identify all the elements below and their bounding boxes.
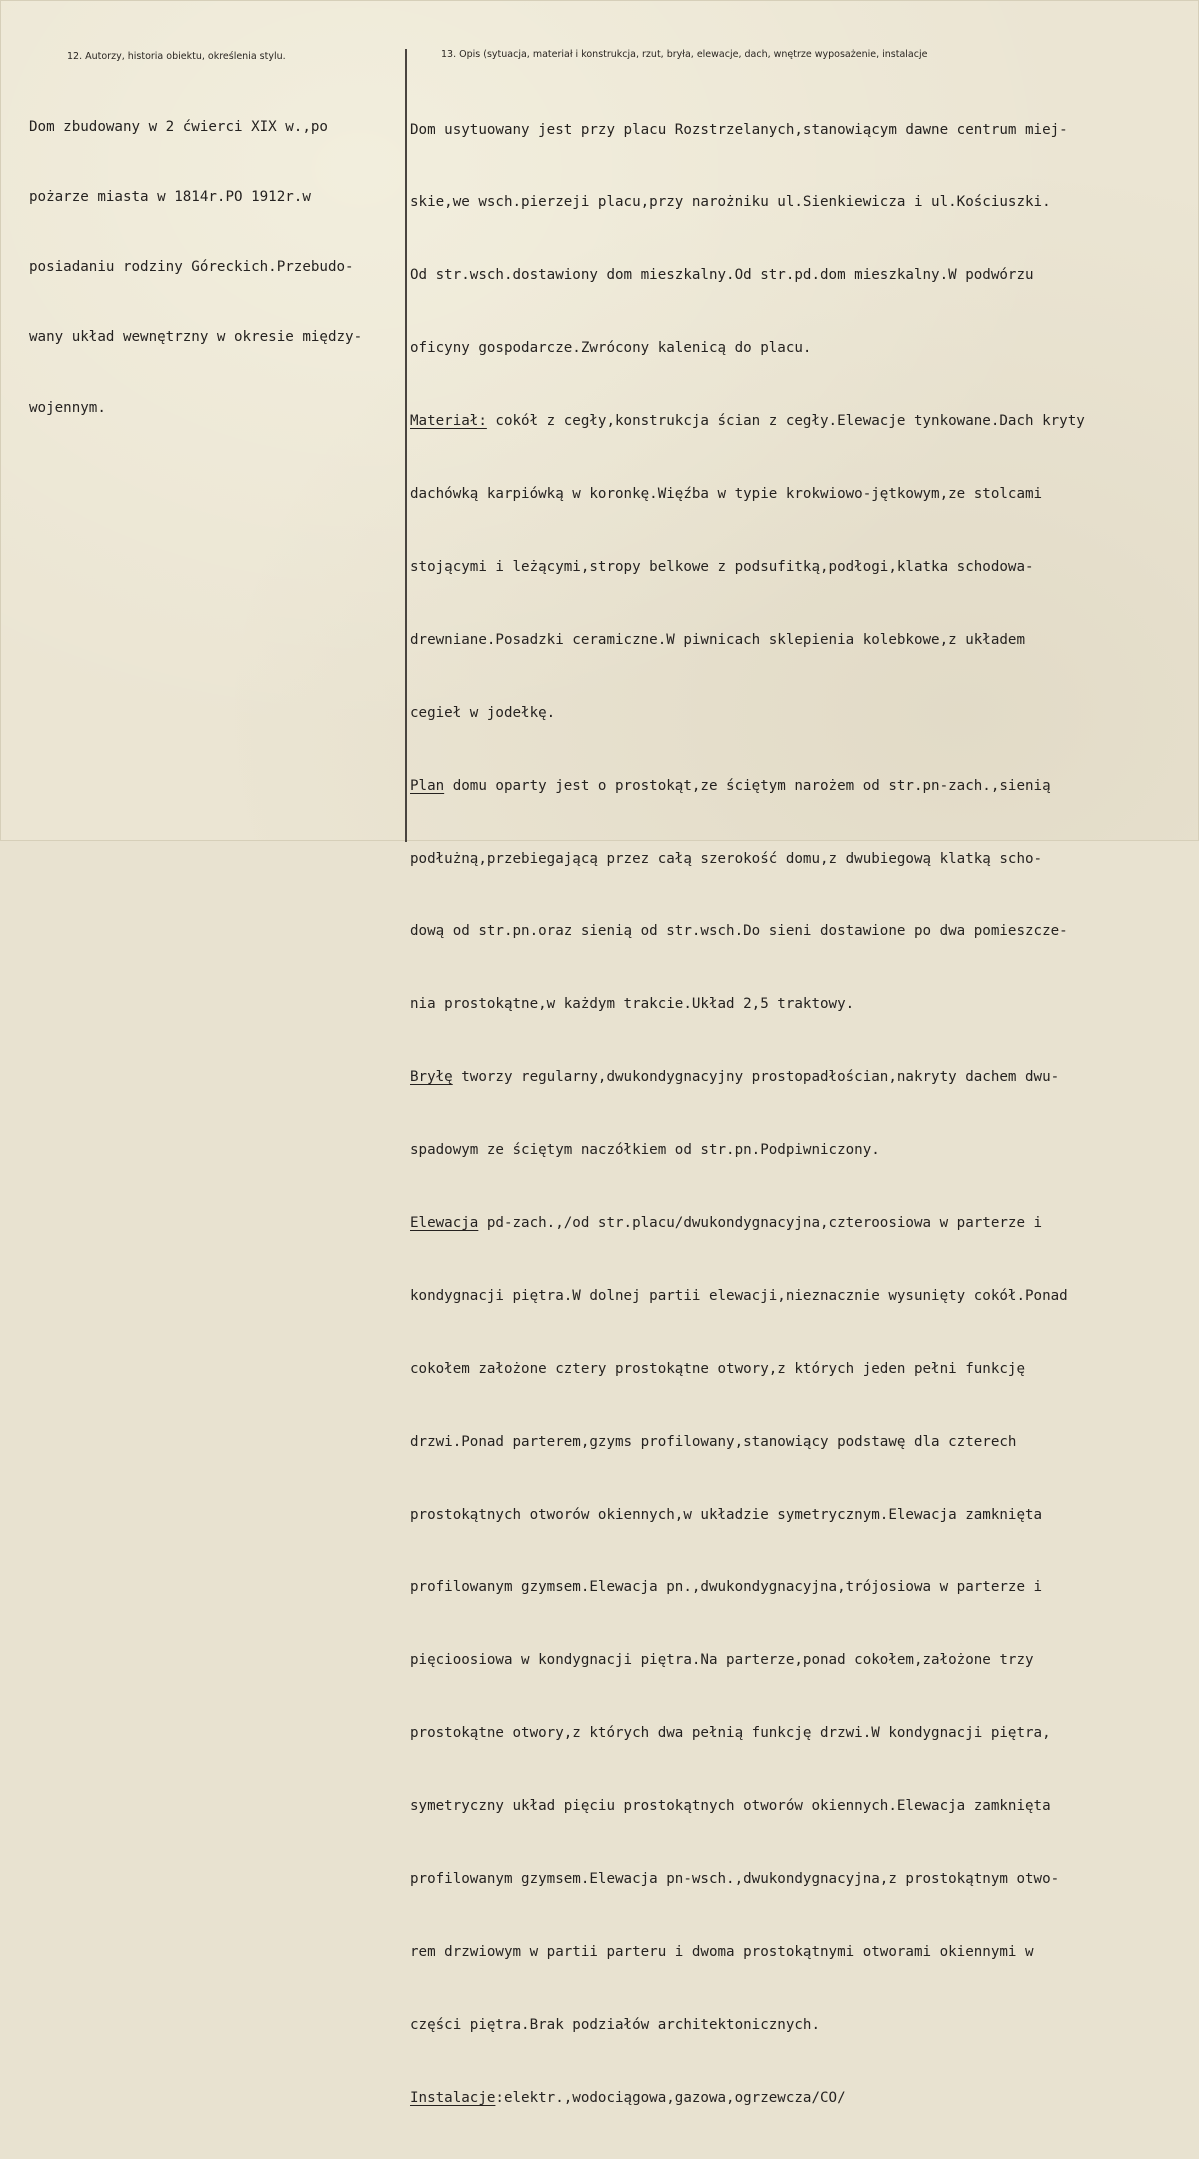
line-text: symetryczny układ pięciu prostokątnych otworów okiennych.Elewacja zamknięta bbox=[410, 1798, 1051, 1815]
description-line bbox=[410, 1575, 1085, 1599]
description-line bbox=[410, 774, 1085, 798]
line-text: domu oparty jest o prostokąt,ze ściętym narożem od str.pn-zach.,sienią bbox=[444, 777, 1051, 794]
description-line bbox=[410, 2086, 1085, 2110]
description-line bbox=[410, 1867, 1085, 1891]
section-12-heading: 12. Autorzy, historia obiektu, określenia stylu. bbox=[67, 51, 286, 62]
line-text: :elektr.,wodociągowa,gazowa,ogrzewcza/CO/ bbox=[495, 2089, 846, 2106]
line-text: prostokątne otwory,z których dwa pełnią funkcję drzwi.W kondygnacji piętra, bbox=[410, 1725, 1051, 1742]
column-divider bbox=[405, 49, 407, 842]
line-text: kondygnacji piętra.W dolnej partii elewacji,nieznacznie wysunięty cokół.Ponad bbox=[410, 1287, 1068, 1304]
line-text: profilowanym gzymsem.Elewacja pn.,dwukondygnacyjna,trójosiowa w parterze i bbox=[410, 1579, 1043, 1596]
line-text: Dom usytuowany jest przy placu Rozstrzelanych,stanowiącym dawne centrum miej- bbox=[410, 121, 1068, 138]
section-label: Instalacje bbox=[410, 2089, 496, 2106]
line-text: nia prostokątne,w każdym trakcie.Układ 2,5 traktowy. bbox=[410, 996, 855, 1013]
description-line bbox=[410, 1284, 1085, 1308]
description-line bbox=[410, 1430, 1085, 1454]
description-line bbox=[410, 701, 1085, 725]
history-line: Dom zbudowany w 2 ćwierci XIX w.,po bbox=[29, 118, 328, 135]
line-text: prostokątnych otworów okiennych,w układzie symetrycznym.Elewacja zamknięta bbox=[410, 1506, 1043, 1523]
line-text: podłużną,przebiegającą przez całą szerokość domu,z dwubiegową klatką scho- bbox=[410, 850, 1043, 867]
description-line bbox=[410, 555, 1085, 579]
description-line bbox=[410, 1503, 1085, 1527]
line-text: rem drzwiowym w partii parteru i dwoma prostokątnymi otworami okiennymi w bbox=[410, 1943, 1034, 1960]
section-13-heading: 13. Opis (sytuacja, materiał i konstrukcja, rzut, bryła, elewacje, dach, wnętrze wyposażenie, instalacje bbox=[441, 49, 928, 60]
line-text: stojącymi i leżącymi,stropy belkowe z podsufitką,podłogi,klatka schodowa- bbox=[410, 558, 1034, 575]
description-line bbox=[410, 1648, 1085, 1672]
line-text: cegieł w jodełkę. bbox=[410, 704, 556, 721]
line-text: pięcioosiowa w kondygnacji piętra.Na parterze,ponad cokołem,założone trzy bbox=[410, 1652, 1034, 1669]
description-line bbox=[410, 482, 1085, 506]
description-text bbox=[410, 69, 1085, 2159]
line-text: dową od str.pn.oraz sienią od str.wsch.Do sieni dostawione po dwa pomieszcze- bbox=[410, 923, 1068, 940]
description-line bbox=[410, 992, 1085, 1016]
line-text: tworzy regularny,dwukondygnacyjny prostopadłościan,nakryty dachem dwu- bbox=[452, 1069, 1060, 1086]
section-label: Materiał: bbox=[410, 413, 487, 430]
line-text: profilowanym gzymsem.Elewacja pn-wsch.,dwukondygnacyjna,z prostokątnym otwo- bbox=[410, 1870, 1060, 1887]
description-line bbox=[410, 336, 1085, 360]
history-text bbox=[29, 69, 362, 467]
line-text: części piętra.Brak podziałów architektonicznych. bbox=[410, 2016, 820, 2033]
description-line bbox=[410, 263, 1085, 287]
section-label: Plan bbox=[410, 777, 445, 794]
description-line bbox=[410, 190, 1085, 214]
line-text: drzwi.Ponad parterem,gzyms profilowany,stanowiący podstawę dla czterech bbox=[410, 1433, 1017, 1450]
history-line: wany układ wewnętrzny w okresie między- bbox=[29, 329, 363, 346]
description-line bbox=[410, 409, 1085, 433]
line-text: drewniane.Posadzki ceramiczne.W piwnicach sklepienia kolebkowe,z układem bbox=[410, 631, 1025, 648]
line-text: oficyny gospodarcze.Zwrócony kalenicą do placu. bbox=[410, 340, 812, 357]
description-line bbox=[410, 1794, 1085, 1818]
description-line bbox=[410, 847, 1085, 871]
section-label: Bryłę bbox=[410, 1069, 453, 1086]
line-text: cokół z cegły,konstrukcja ścian z cegły.Elewacje tynkowane.Dach kryty bbox=[486, 413, 1085, 430]
description-line bbox=[410, 1211, 1085, 1235]
history-line: wojennym. bbox=[29, 399, 106, 416]
history-line: pożarze miasta w 1814r.PO 1912r.w bbox=[29, 189, 311, 206]
line-text: Od str.wsch.dostawiony dom mieszkalny.Od str.pd.dom mieszkalny.W podwórzu bbox=[410, 267, 1034, 284]
line-text: dachówką karpiówką w koronkę.Więźba w typie krokwiowo-jętkowym,ze stolcami bbox=[410, 486, 1043, 503]
description-line bbox=[410, 1940, 1085, 1964]
description-line bbox=[410, 1138, 1085, 1162]
description-line bbox=[410, 628, 1085, 652]
description-line bbox=[410, 2013, 1085, 2037]
description-line bbox=[410, 919, 1085, 943]
line-text: spadowym ze ściętym naczółkiem od str.pn.Podpiwniczony. bbox=[410, 1142, 880, 1159]
description-line bbox=[410, 118, 1085, 142]
line-text: pd-zach.,/od str.placu/dwukondygnacyjna,czteroosiowa w parterze i bbox=[478, 1214, 1043, 1231]
history-line: posiadaniu rodziny Góreckich.Przebudo- bbox=[29, 259, 354, 276]
description-line bbox=[410, 1721, 1085, 1745]
line-text: skie,we wsch.pierzeji placu,przy narożniku ul.Sienkiewicza i ul.Kościuszki. bbox=[410, 194, 1051, 211]
description-line bbox=[410, 1357, 1085, 1381]
section-label: Elewacja bbox=[410, 1214, 479, 1231]
description-line bbox=[410, 1065, 1085, 1089]
line-text: cokołem założone cztery prostokątne otwory,z których jeden pełni funkcję bbox=[410, 1360, 1025, 1377]
